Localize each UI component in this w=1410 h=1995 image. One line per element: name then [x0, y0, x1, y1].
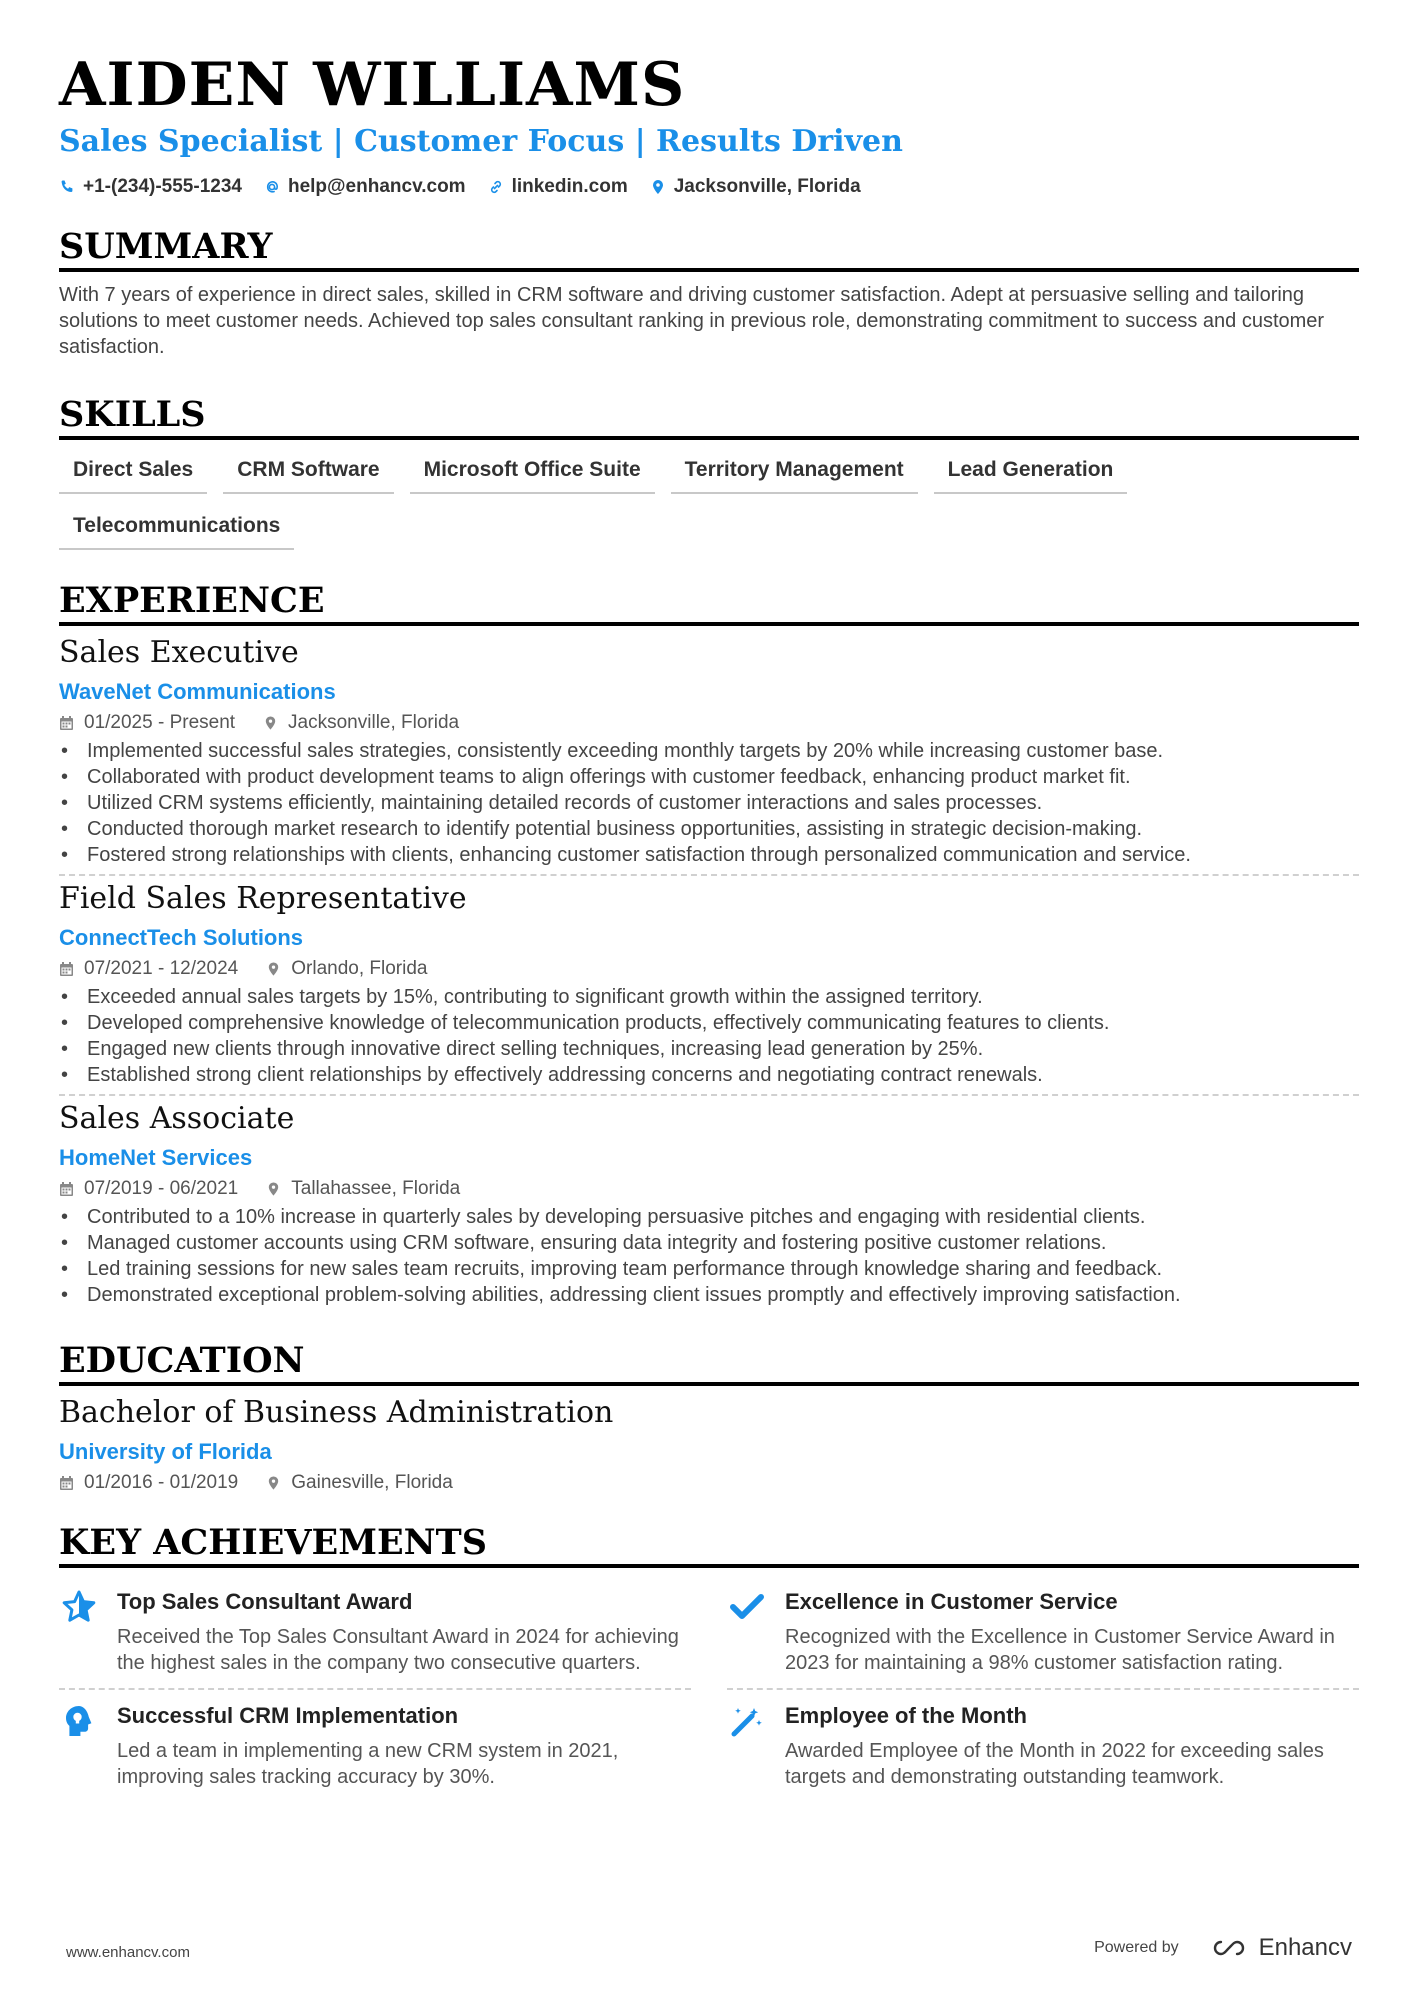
- resume-page: [59, 52, 1359, 1802]
- experience-section: [59, 580, 1359, 1308]
- link-icon: [488, 179, 504, 195]
- phone-icon: [59, 179, 75, 195]
- job-dates: [59, 958, 238, 980]
- education-dates: [59, 1472, 238, 1494]
- location-text: Gainesville, Florida: [291, 1472, 453, 1493]
- achievement-desc: Awarded Employee of the Month in 2022 for exceeding sales targets and demonstrating outstanding teamwork.: [785, 1740, 1324, 1788]
- job-bullets: [59, 1204, 1359, 1308]
- contact-email[interactable]: [264, 176, 466, 198]
- candidate-name: AIDEN WILLIAMS: [59, 50, 686, 120]
- company-name[interactable]: HomeNet Services: [59, 1145, 253, 1170]
- achievement-item: [59, 1576, 691, 1690]
- contact-location: [650, 176, 861, 198]
- bullet-item: • Conducted thorough market research to identify potential business opportunities, assisting in strategic decision-making.: [59, 816, 1359, 842]
- job-title: Field Sales Representative: [59, 881, 467, 916]
- skills-section: [59, 394, 1359, 550]
- calendar-icon: [59, 1181, 74, 1197]
- checkmark-icon: [730, 1590, 764, 1624]
- achievements-grid: [59, 1576, 1359, 1802]
- job-bullets: [59, 738, 1359, 868]
- achievement-desc: Led a team in implementing a new CRM system in 2021, improving sales tracking accuracy by 30%.: [117, 1740, 619, 1788]
- achievement-desc: Received the Top Sales Consultant Award in 2024 for achieving the highest sales in the company two consecutive quarters.: [117, 1626, 679, 1674]
- achievement-body: [785, 1702, 1359, 1790]
- contact-row: [59, 176, 1359, 198]
- location-text: Tallahassee, Florida: [291, 1178, 461, 1199]
- achievement-title: Successful CRM Implementation: [117, 1703, 459, 1728]
- powered-by-label: Powered by: [1094, 1939, 1179, 1956]
- achievement-body: [117, 1588, 691, 1676]
- achievement-title: Employee of the Month: [785, 1703, 1027, 1728]
- job-title: Sales Executive: [59, 635, 299, 670]
- job-entry: [59, 1100, 1359, 1308]
- location-text: Jacksonville, Florida: [673, 176, 861, 197]
- achievement-item: [727, 1690, 1359, 1802]
- bullet-item: • Led training sessions for new sales team recruits, improving team performance through knowledge sharing and feedback.: [59, 1256, 1359, 1282]
- dates-text: 01/2016 - 01/2019: [84, 1472, 239, 1493]
- education-entry: [59, 1394, 1359, 1494]
- map-pin-icon: [263, 715, 278, 731]
- skills-title: SKILLS: [59, 394, 1359, 440]
- skill-tag: Lead Generation: [934, 452, 1128, 494]
- experience-title: EXPERIENCE: [59, 580, 1359, 626]
- head-lightbulb-icon-wrap: [59, 1702, 99, 1790]
- degree-title: Bachelor of Business Administration: [59, 1395, 614, 1430]
- summary-title: SUMMARY: [59, 226, 1359, 272]
- candidate-tagline: Sales Specialist | Customer Focus | Results Driven: [59, 124, 903, 159]
- location-text: Orlando, Florida: [291, 958, 428, 979]
- summary-text: With 7 years of experience in direct sales, skilled in CRM software and driving customer satisfaction. Adept at persuasive selling and tailoring solutions to meet customer needs. Achieved top sales consultant ranking in previous role, demonstrating commitment to success and customer satisfaction.: [59, 284, 1325, 358]
- checkmark-icon-wrap: [727, 1588, 767, 1676]
- contact-phone[interactable]: [59, 176, 242, 198]
- calendar-icon: [59, 961, 74, 977]
- skill-tag: CRM Software: [223, 452, 393, 494]
- bullet-item: • Exceeded annual sales targets by 15%, contributing to significant growth within the assigned territory.: [59, 984, 1359, 1010]
- job-divider: [59, 1094, 1359, 1096]
- map-pin-icon: [650, 179, 666, 195]
- map-pin-icon: [266, 961, 281, 977]
- dates-text: 07/2019 - 06/2021: [84, 1178, 239, 1199]
- bullet-item: • Demonstrated exceptional problem-solving abilities, addressing client issues promptly and effectively improving satisfaction.: [59, 1282, 1359, 1308]
- company-name[interactable]: WaveNet Communications: [59, 679, 336, 704]
- bullet-item: • Developed comprehensive knowledge of telecommunication products, effectively communicating features to clients.: [59, 1010, 1359, 1036]
- bullet-item: • Implemented successful sales strategies, consistently exceeding monthly targets by 20% while increasing customer base.: [59, 738, 1359, 764]
- job-entry: [59, 634, 1359, 876]
- map-pin-icon: [266, 1181, 281, 1197]
- bullet-item: • Utilized CRM systems efficiently, maintaining detailed records of customer interactions and sales processes.: [59, 790, 1359, 816]
- brand-name: Enhancv: [1258, 1934, 1352, 1961]
- job-entry: [59, 880, 1359, 1096]
- magic-wand-icon-wrap: [727, 1702, 767, 1790]
- achievement-body: [785, 1588, 1359, 1676]
- company-name[interactable]: ConnectTech Solutions: [59, 925, 304, 950]
- education-title: EDUCATION: [59, 1340, 1359, 1386]
- enhancv-logo[interactable]: [1207, 1934, 1352, 1962]
- job-meta: [59, 712, 1359, 734]
- job-location: [263, 712, 459, 734]
- contact-linkedin[interactable]: [488, 176, 628, 198]
- dates-text: 07/2021 - 12/2024: [84, 958, 239, 979]
- map-pin-icon: [266, 1475, 281, 1491]
- job-bullets: [59, 984, 1359, 1088]
- education-meta: [59, 1472, 1359, 1494]
- bullet-item: • Fostered strong relationships with clients, enhancing customer satisfaction through personalized communication and service.: [59, 842, 1359, 868]
- achievement-title: Excellence in Customer Service: [785, 1589, 1118, 1614]
- achievements-title: KEY ACHIEVEMENTS: [59, 1522, 1359, 1568]
- achievement-title: Top Sales Consultant Award: [117, 1589, 413, 1614]
- skill-tag: Telecommunications: [59, 508, 294, 550]
- location-text: Jacksonville, Florida: [288, 712, 460, 733]
- head-lightbulb-icon: [62, 1704, 96, 1738]
- bullet-item: • Established strong client relationships by effectively addressing concerns and negotiating contract renewals.: [59, 1062, 1359, 1088]
- skill-tag: Territory Management: [671, 452, 918, 494]
- footer-website[interactable]: www.enhancv.com: [66, 1944, 190, 1961]
- skills-list: [59, 452, 1359, 550]
- bullet-item: • Managed customer accounts using CRM software, ensuring data integrity and fostering positive customer relations.: [59, 1230, 1359, 1256]
- job-dates: [59, 1178, 238, 1200]
- dates-text: 01/2025 - Present: [84, 712, 236, 733]
- job-location: [266, 958, 427, 980]
- bullet-item: • Engaged new clients through innovative direct selling techniques, increasing lead generation by 25%.: [59, 1036, 1359, 1062]
- job-title: Sales Associate: [59, 1101, 295, 1136]
- star-icon-wrap: [59, 1588, 99, 1676]
- at-icon: [264, 179, 280, 195]
- achievements-section: [59, 1522, 1359, 1802]
- bullet-item: • Collaborated with product development teams to align offerings with customer feedback, enhancing product market fit.: [59, 764, 1359, 790]
- bullet-item: • Contributed to a 10% increase in quarterly sales by developing persuasive pitches and engaging with residential clients.: [59, 1204, 1359, 1230]
- job-meta: [59, 1178, 1359, 1200]
- email-text: help@enhancv.com: [287, 176, 466, 197]
- skill-tag: Microsoft Office Suite: [410, 452, 655, 494]
- linkedin-text: linkedin.com: [511, 176, 628, 197]
- magic-wand-icon: [730, 1704, 764, 1738]
- calendar-icon: [59, 715, 74, 731]
- phone-text: +1-(234)-555-1234: [83, 176, 242, 197]
- job-dates: [59, 712, 235, 734]
- achievement-body: [117, 1702, 691, 1790]
- education-location: [266, 1472, 453, 1494]
- school-name[interactable]: University of Florida: [59, 1439, 272, 1464]
- achievement-desc: Recognized with the Excellence in Customer Service Award in 2023 for maintaining a 98% customer satisfaction rating.: [785, 1626, 1335, 1674]
- summary-section: [59, 226, 1359, 360]
- footer-branding: [1094, 1934, 1352, 1962]
- star-icon: [62, 1590, 96, 1624]
- skill-tag: Direct Sales: [59, 452, 207, 494]
- achievement-item: [727, 1576, 1359, 1690]
- calendar-icon: [59, 1475, 74, 1491]
- achievement-item: [59, 1690, 691, 1802]
- job-location: [266, 1178, 460, 1200]
- education-section: [59, 1340, 1359, 1494]
- job-meta: [59, 958, 1359, 980]
- enhancv-logo-icon: [1207, 1936, 1251, 1960]
- job-divider: [59, 874, 1359, 876]
